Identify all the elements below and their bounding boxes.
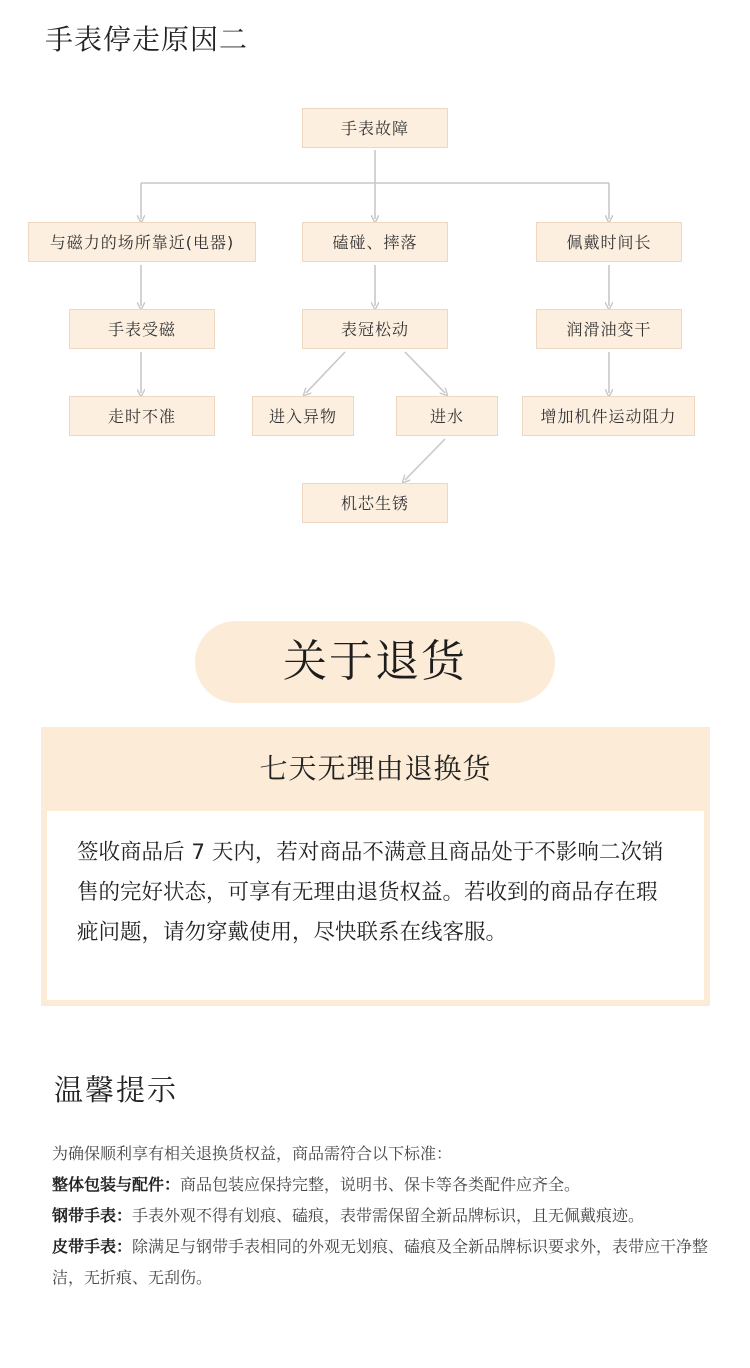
tips-title: 温馨提示 bbox=[54, 1073, 179, 1107]
tip-label: 整体包装与配件： bbox=[52, 1175, 181, 1194]
policy-heading: 七天无理由退换货 bbox=[259, 752, 492, 785]
node-watch-fault: 手表故障 bbox=[302, 108, 448, 148]
node-resistance: 增加机件运动阻力 bbox=[522, 396, 695, 436]
flowchart bbox=[0, 0, 750, 560]
tip-text: 手表外观不得有划痕、磕痕，表带需保留全新品牌标识，且无佩戴痕迹。 bbox=[132, 1206, 645, 1225]
node-magnetized: 手表受磁 bbox=[69, 309, 215, 349]
node-foreign-matter: 进入异物 bbox=[252, 396, 354, 436]
policy-text: 签收商品后 7 天内，若对商品不满意且商品处于不影响二次销售的完好状态，可享有无理由退货权益。若收到的商品存在瑕疵问题，请勿穿戴使用，尽快联系在线客服。 bbox=[47, 811, 704, 1000]
flowchart-connectors bbox=[0, 0, 750, 560]
tip-item bbox=[52, 1169, 717, 1200]
tip-item bbox=[52, 1200, 717, 1231]
tip-label: 钢带手表： bbox=[52, 1206, 133, 1225]
node-movement-rust: 机芯生锈 bbox=[302, 483, 448, 523]
node-near-magnetic: 与磁力的场所靠近(电器) bbox=[28, 222, 256, 262]
return-policy-panel bbox=[41, 727, 710, 1006]
node-time-inaccurate: 走时不准 bbox=[69, 396, 215, 436]
section-title: 手表停走原因二 bbox=[45, 23, 249, 56]
tips-list bbox=[52, 1138, 717, 1293]
tip-text: 商品包装应保持完整，说明书、保卡等各类配件应齐全。 bbox=[180, 1175, 581, 1194]
returns-title: 关于退货 bbox=[195, 621, 555, 703]
tip-item bbox=[52, 1231, 717, 1293]
tip-label: 皮带手表： bbox=[52, 1237, 133, 1256]
connector-col2-foreign bbox=[306, 352, 345, 393]
node-water-ingress: 进水 bbox=[396, 396, 498, 436]
node-oil-dry: 润滑油变干 bbox=[536, 309, 682, 349]
node-crown-loose: 表冠松动 bbox=[302, 309, 448, 349]
connector-col2-water bbox=[405, 352, 445, 393]
tips-intro: 为确保顺利享有相关退换货权益，商品需符合以下标准： bbox=[52, 1144, 453, 1163]
connector-col2-rust bbox=[405, 439, 445, 480]
tip-text: 除满足与钢带手表相同的外观无划痕、磕痕及全新品牌标识要求外，表带应干净整洁，无折痕、无刮伤。 bbox=[52, 1237, 709, 1287]
node-long-wear: 佩戴时间长 bbox=[536, 222, 682, 262]
node-knock-drop: 磕碰、摔落 bbox=[302, 222, 448, 262]
